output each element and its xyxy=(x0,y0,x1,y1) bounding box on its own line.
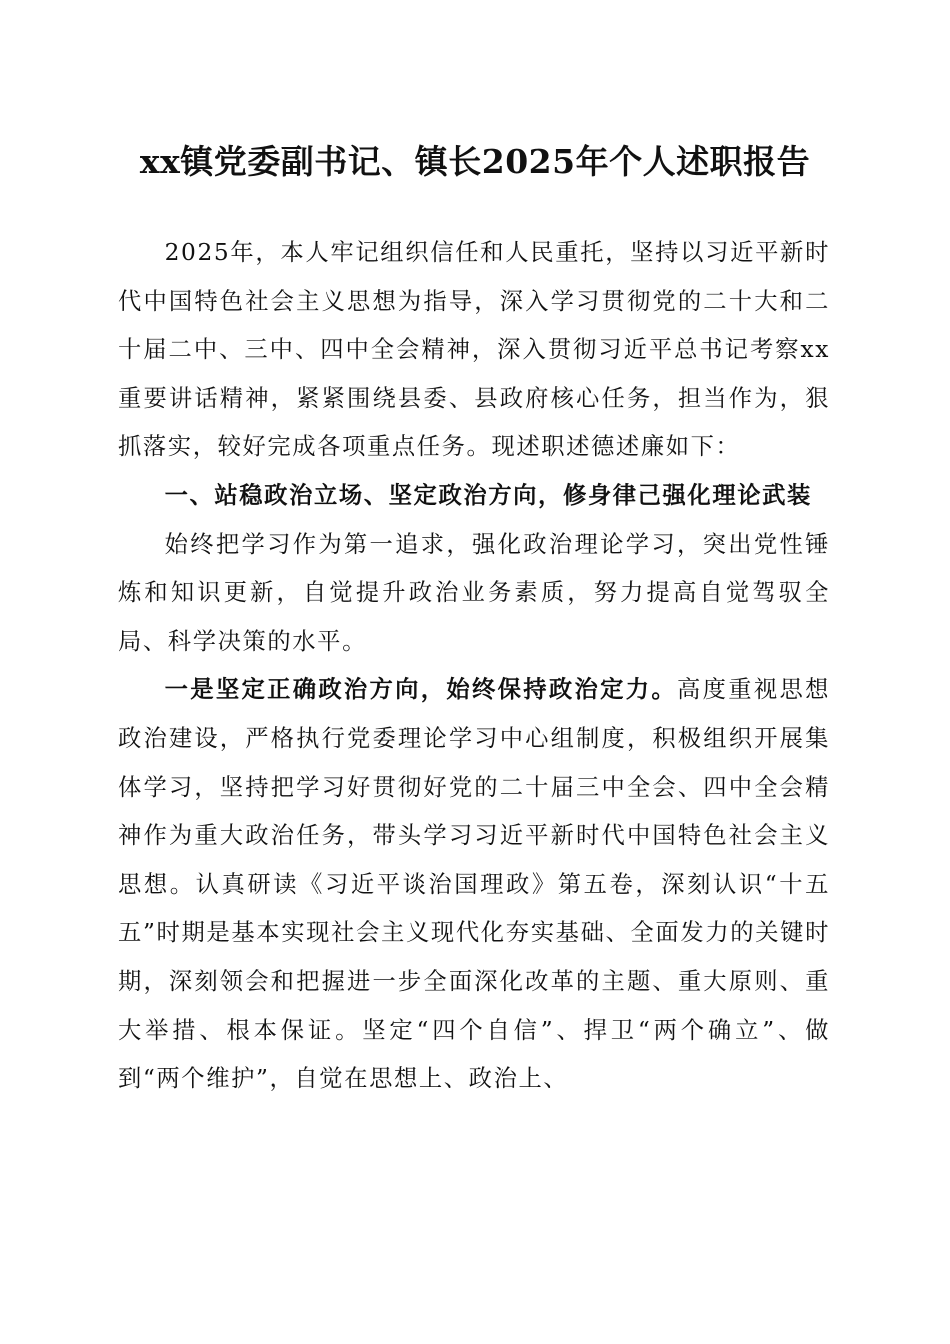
point-one-paragraph xyxy=(118,666,830,1103)
section-paragraph: 始终把学习作为第一追求，强化政治理论学习，突出党性锤炼和知识更新，自觉提升政治业务素质，努力提高自觉驾驭全局、科学决策的水平。 xyxy=(118,530,830,655)
document-body xyxy=(118,229,830,1104)
document-title: xx镇党委副书记、镇长2025年个人述职报告 xyxy=(139,142,811,181)
point-one-body: 高度重视思想政治建设，严格执行党委理论学习中心组制度，积极组织开展集体学习，坚持把学习好贯彻好党的二十届三中全会、四中全会精神作为重大政治任务，带头学习习近平新时代中国特色社会主义思想。认真研读《习近平谈治国理政》第五卷，深刻认识“十五五”时期是基本实现社会主义现代化夯实基础、全面发力的关键时期，深刻领会和把握进一步全面深化改革的主题、重大原则、重大举措、根本保证。坚定“四个自信”、捍卫“两个确立”、做到“两个维护”，自觉在思想上、政治上、 xyxy=(118,676,830,1093)
point-one-lead: 一是坚定正确政治方向，始终保持政治定力。 xyxy=(164,676,677,704)
section-heading: 一、站稳政治立场、坚定政治方向，修身律己强化理论武装 xyxy=(164,481,812,509)
intro-paragraph: 2025年，本人牢记组织信任和人民重托，坚持以习近平新时代中国特色社会主义思想为指导，深入学习贯彻党的二十大和二十届二中、三中、四中全会精神，深入贯彻习近平总书记考察xx重要讲话精神，紧紧围绕县委、县政府核心任务，担当作为，狠抓落实，较好完成各项重点任务。现述职述德述廉如下： xyxy=(118,239,830,461)
